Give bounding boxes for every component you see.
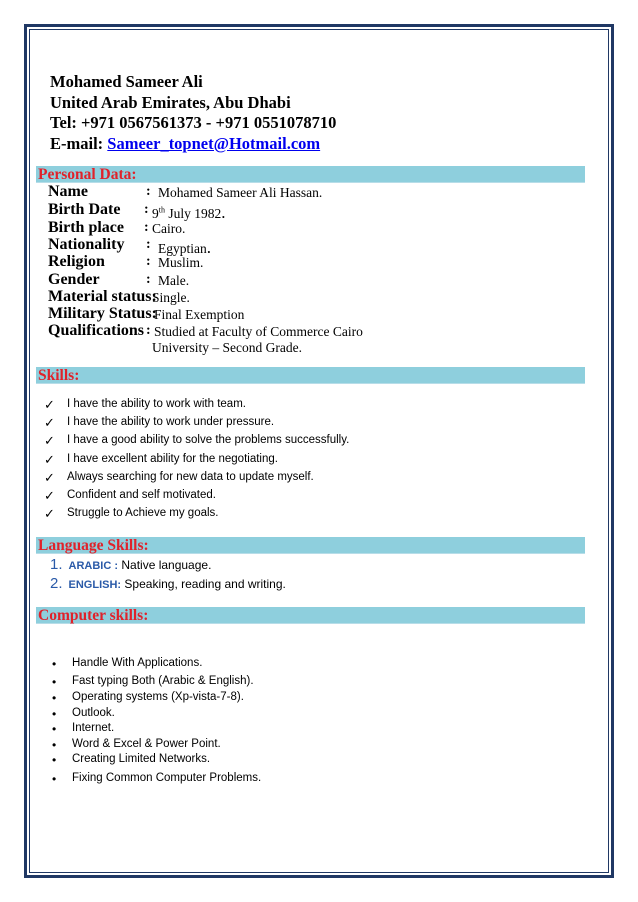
language-name: ENGLISH: [68, 579, 122, 591]
colon: : [144, 202, 149, 217]
computer-skill-text: Operating systems (Xp-vista-7-8). [72, 691, 244, 703]
checkmark-icon: ✓ [44, 433, 55, 449]
language-name: ARABIC : [68, 560, 119, 572]
skill-text: I have the ability to work with team. [67, 398, 246, 410]
computer-skill-text: Outlook. [72, 707, 115, 719]
birth-place-label: Birth place [48, 219, 124, 236]
religion-label: Religion [48, 253, 105, 270]
birth-date-label: Birth Date [48, 201, 121, 218]
birth-place-value: Cairo. [152, 221, 186, 236]
colon: : [144, 220, 149, 235]
nationality-label: Nationality [48, 236, 125, 253]
computer-skill-text: Fixing Common Computer Problems. [72, 772, 262, 784]
language-level: Speaking, reading and writing. [121, 577, 286, 591]
email-label: E-mail: [50, 133, 108, 153]
qualifications-value-line1: Studied at Faculty of Commerce Cairo [154, 324, 363, 339]
section-computer-skills: Computer skills: [36, 607, 585, 624]
bullet-icon: • [52, 772, 57, 786]
skill-text: Confident and self motivated. [67, 489, 216, 501]
bullet-icon: • [52, 675, 57, 689]
checkmark-icon: ✓ [44, 415, 55, 431]
checkmark-icon: ✓ [44, 397, 55, 412]
birth-month-year: July 1982 [164, 206, 222, 221]
applicant-phone: Tel: +971 0567561373 - +971 0551078710 [50, 113, 337, 132]
bullet-icon: • [52, 657, 57, 671]
applicant-location: United Arab Emirates, Abu Dhabi [50, 92, 291, 112]
computer-skill-text: Fast typing Both (Arabic & English). [72, 675, 254, 687]
email-link[interactable]: Sameer_topnet@Hotmail.com [107, 133, 321, 153]
computer-skill-text: Handle With Applications. [72, 657, 203, 669]
list-number: 1. [50, 556, 63, 573]
computer-skill-text: Creating Limited Networks. [72, 753, 211, 765]
list-number: 2. [50, 575, 63, 592]
military-status-label: Military Status: [48, 305, 157, 322]
colon: : [146, 323, 151, 338]
birth-day: 9 [152, 206, 159, 221]
applicant-name: Mohamed Sameer Ali [50, 72, 203, 91]
marital-status-label: Material status: [48, 288, 157, 305]
skill-text: Struggle to Achieve my goals. [67, 507, 219, 520]
colon: : [146, 272, 151, 287]
nationality-text: Egyptian [158, 241, 207, 256]
name-value: Mohamed Sameer Ali Hassan. [158, 185, 323, 200]
nationality-value: Egyptian. [158, 238, 211, 257]
skill-text: I have excellent ability for the negotiating. [67, 452, 278, 465]
section-language-skills: Language Skills: [36, 537, 585, 554]
qualifications-value-line2: University – Second Grade. [152, 340, 302, 355]
bullet-icon: • [52, 722, 57, 736]
bullet-icon: • [52, 753, 57, 767]
language-item [50, 556, 211, 573]
gender-value: Male. [158, 273, 190, 288]
skill-text: I have the ability to work under pressure. [67, 416, 275, 429]
colon: : [146, 184, 151, 199]
computer-skill-text: Word & Excel & Power Point. [72, 738, 221, 750]
checkmark-icon: ✓ [44, 506, 55, 522]
checkmark-icon: ✓ [44, 451, 55, 467]
birth-day-suffix: th [158, 205, 165, 215]
bullet-icon: • [52, 738, 57, 752]
checkmark-icon: ✓ [44, 488, 55, 503]
applicant-email-line [50, 134, 336, 155]
section-skills: Skills: [36, 367, 585, 384]
language-item [50, 575, 286, 592]
language-level: Native language. [118, 558, 212, 572]
bullet-icon: • [52, 691, 57, 705]
religion-value: Muslim. [158, 255, 204, 270]
colon: : [146, 237, 151, 252]
name-label: Name [48, 183, 88, 200]
gender-label: Gender [48, 271, 100, 288]
skill-text: Always searching for new data to update myself. [67, 470, 314, 483]
qualifications-label: Qualifications [48, 322, 145, 339]
computer-skill-text: Internet. [72, 722, 115, 734]
colon: : [146, 254, 151, 269]
skill-text: I have a good ability to solve the problems successfully. [67, 434, 350, 447]
bullet-icon: • [52, 707, 57, 721]
marital-status-value: Single. [152, 290, 190, 305]
contact-header [50, 72, 336, 154]
section-personal-data: Personal Data: [36, 166, 585, 183]
checkmark-icon: ✓ [44, 469, 55, 485]
military-status-value: Final Exemption [154, 307, 245, 322]
birth-date-value: 9th July 1982. [152, 203, 226, 222]
